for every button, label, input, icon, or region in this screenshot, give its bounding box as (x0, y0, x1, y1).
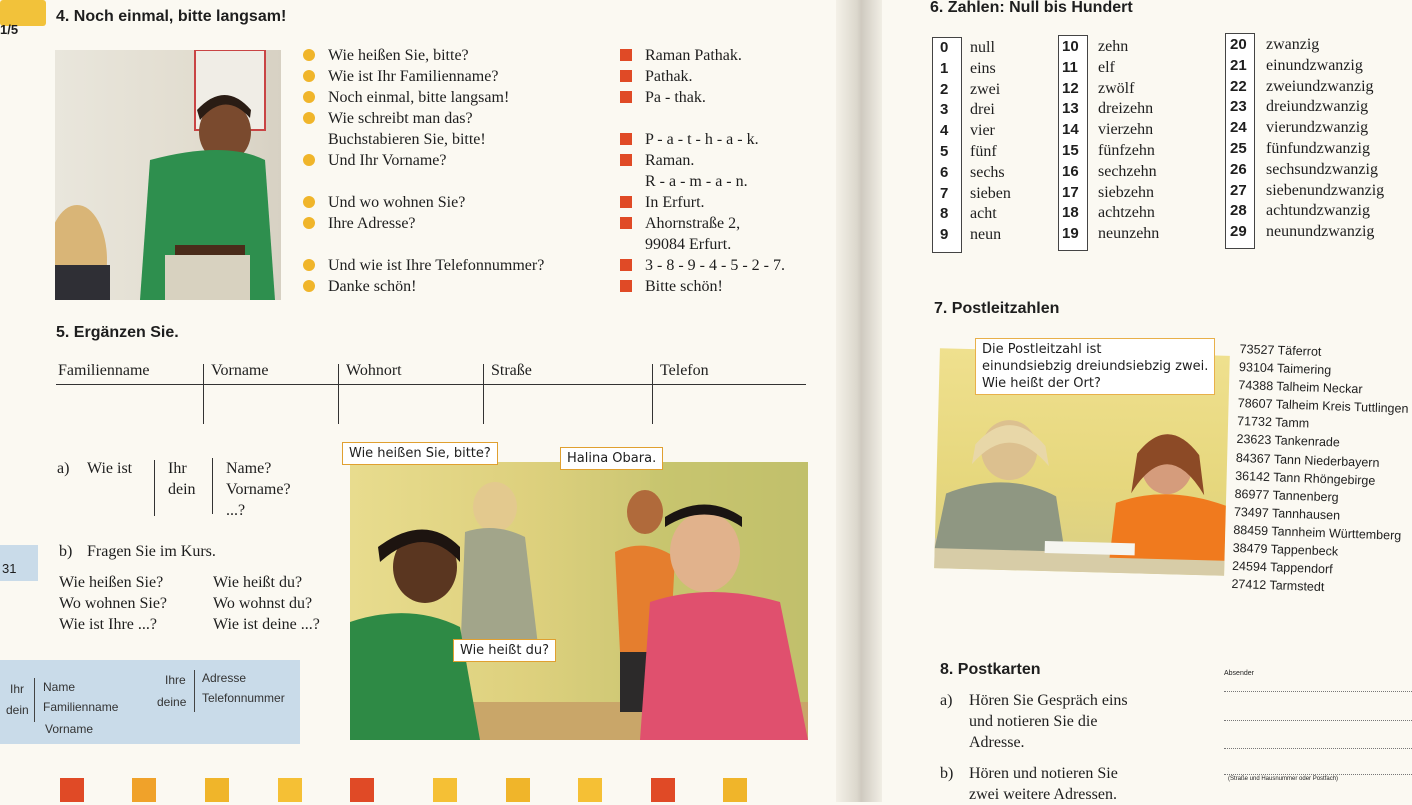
number: 4 (940, 122, 949, 140)
col-telefon: Telefon (660, 362, 709, 379)
ex8-b-line: Hören und notieren Sie (969, 765, 1118, 782)
bullet-square (620, 154, 632, 166)
ex6-title: 6. Zahlen: Null bis Hundert (930, 0, 1133, 16)
number: 14 (1062, 121, 1079, 139)
postcode-entry: 71732 Tamm (1236, 414, 1310, 431)
table-divider (483, 364, 484, 424)
postcode-entry: 84367 Tann Niederbayern (1235, 450, 1380, 470)
track-number: 1/5 (0, 22, 19, 37)
postcode-entry: 74388 Talheim Neckar (1238, 378, 1363, 397)
postcode-list (1231, 340, 1410, 599)
answer: P - a - t - h - a - k. (645, 131, 759, 148)
number: 26 (1230, 160, 1247, 178)
postcode-entry: 86977 Tannenberg (1234, 486, 1339, 505)
answer: In Erfurt. (645, 194, 705, 211)
question: Und Ihr Vorname? (328, 152, 447, 169)
number-word: zwanzig (1266, 36, 1320, 53)
ex8-b-label: b) (940, 765, 954, 782)
number-word: fünfundzwanzig (1266, 139, 1370, 157)
bubble-wie-heissen-sie: Wie heißen Sie, bitte? (342, 442, 498, 465)
a-divider (212, 458, 213, 514)
grammar-divider (34, 678, 35, 722)
b-informal: Wie ist deine ...? (213, 616, 320, 633)
number-word: drei (970, 101, 995, 119)
number-word: fünfzehn (1098, 141, 1155, 159)
postcard-line (1224, 748, 1412, 750)
question: Buchstabieren Sie, bitte! (328, 131, 486, 148)
number-word: sieben (970, 184, 1011, 202)
bullet-dot (303, 91, 315, 103)
numbers-col-0-9 (940, 38, 1011, 246)
number: 12 (1062, 79, 1079, 97)
number: 3 (940, 101, 949, 119)
bubble-halina-obara: Halina Obara. (560, 447, 663, 470)
postcode-entry: 73497 Tannhausen (1233, 504, 1341, 523)
number: 17 (1062, 183, 1079, 201)
bubble-line: Die Postleitzahl ist (982, 342, 1102, 357)
postcode-entry: 73527 Täferrot (1239, 341, 1322, 359)
numbers-col-10-19 (1062, 37, 1159, 245)
col-wohnort: Wohnort (346, 362, 402, 379)
number-word: vierundzwanzig (1266, 119, 1369, 137)
b-title: Fragen Sie im Kurs. (87, 543, 216, 560)
bullet-square (620, 196, 632, 208)
answer: 99084 Erfurt. (645, 236, 732, 253)
postcard-sender-label: Absender (1224, 670, 1254, 677)
grammar-box (0, 660, 300, 744)
numbers-col-20-29 (1230, 35, 1384, 243)
a-divider (154, 460, 155, 516)
a-ellipsis: ...? (226, 502, 246, 519)
postcard-form (1222, 670, 1412, 802)
bullet-dot (303, 196, 315, 208)
number-word: siebzehn (1098, 183, 1154, 201)
postcard-line (1224, 720, 1412, 722)
table-rule (56, 384, 806, 385)
photo-classroom-illustration (350, 462, 808, 740)
bullet-square (620, 280, 632, 292)
table-divider (338, 364, 339, 424)
b-informal: Wie heißt du? (213, 574, 303, 591)
number-word: acht (970, 205, 997, 223)
number-word: dreiundzwanzig (1266, 98, 1369, 116)
ex7-title: 7. Postleitzahlen (934, 300, 1060, 317)
number: 6 (940, 163, 949, 181)
postcard-line (1224, 774, 1412, 776)
question: Und wie ist Ihre Telefonnummer? (328, 257, 545, 274)
answer: Bitte schön! (645, 278, 723, 295)
number: 23 (1230, 98, 1247, 116)
question: Danke schön! (328, 278, 417, 295)
number: 16 (1062, 162, 1079, 180)
color-square (278, 778, 302, 802)
postcode-entry: 78607 Talheim Kreis Tuttlingen (1237, 396, 1409, 417)
question: Und wo wohnen Sie? (328, 194, 466, 211)
bullet-square (620, 91, 632, 103)
number-word: dreizehn (1098, 100, 1154, 118)
grammar-dein: dein (6, 703, 29, 717)
question: Ihre Adresse? (328, 215, 416, 232)
number: 9 (940, 226, 949, 244)
ex8-a-line: Hören Sie Gespräch eins (969, 692, 1128, 709)
col-vorname: Vorname (211, 362, 269, 379)
grammar-vorname: Vorname (45, 722, 94, 736)
ex8-tasks (940, 690, 1210, 802)
a-dein: dein (168, 481, 196, 498)
table-divider (652, 364, 653, 424)
b-label: b) (59, 543, 73, 560)
postcard-street-label: (Straße und Hausnummer oder Postfach) (1228, 776, 1339, 782)
grammar-name: Name (43, 680, 76, 694)
grammar-ihr: Ihr (10, 682, 25, 696)
number: 19 (1062, 225, 1079, 243)
number-word: vierzehn (1098, 121, 1154, 139)
postcode-entry: 24594 Tappendorf (1231, 558, 1333, 577)
answer: Pa - thak. (645, 89, 706, 106)
number-word: zwölf (1098, 79, 1135, 97)
ex8-b-line: zwei weitere Adressen. (969, 786, 1117, 803)
b-informal: Wo wohnst du? (213, 595, 313, 612)
answer: Ahornstraße 2, (645, 215, 741, 232)
color-square (60, 778, 84, 802)
grammar-deine: deine (157, 695, 187, 709)
number: 22 (1230, 77, 1247, 95)
postcode-entry: 27412 Tarmstedt (1231, 577, 1325, 595)
a-name: Name? (226, 460, 272, 477)
postcode-entry: 93104 Taimering (1238, 360, 1332, 378)
ex8-a-line: Adresse. (969, 734, 1025, 751)
ex5-title: 5. Ergänzen Sie. (56, 324, 179, 341)
number: 8 (940, 205, 949, 223)
bubble-postleitzahl (975, 338, 1215, 395)
answer: Pathak. (645, 68, 693, 85)
grammar-ihre: Ihre (165, 673, 186, 687)
bullet-square (620, 70, 632, 82)
grammar-telefonnummer: Telefonnummer (202, 691, 285, 705)
bullet-dot (303, 49, 315, 61)
ex4-title: 4. Noch einmal, bitte langsam! (56, 8, 287, 25)
photo-reception-illustration (55, 50, 281, 300)
number-word: einundzwanzig (1266, 56, 1363, 74)
number: 27 (1230, 181, 1247, 199)
postcode-entry: 23623 Tankenrade (1236, 432, 1341, 451)
number-word: vier (970, 122, 995, 140)
b-formal: Wie ist Ihre ...? (59, 616, 157, 633)
number-word: eins (970, 59, 996, 77)
bullet-dot (303, 280, 315, 292)
bullet-square (620, 49, 632, 61)
color-square (132, 778, 156, 802)
number: 1 (940, 59, 949, 77)
bullet-dot (303, 217, 315, 229)
bullet-dot (303, 259, 315, 271)
number-word: neunzehn (1098, 225, 1160, 243)
number: 21 (1230, 56, 1247, 74)
color-square (578, 778, 602, 802)
color-square (350, 778, 374, 802)
col-familienname: Familienname (58, 362, 150, 379)
b-formal: Wo wohnen Sie? (59, 595, 168, 612)
b-formal: Wie heißen Sie? (59, 574, 164, 591)
question: Wie schreibt man das? (328, 110, 473, 127)
number: 13 (1062, 100, 1079, 118)
bullet-dot (303, 112, 315, 124)
bubble-line: einundsiebzig dreiundsiebzig zwei. (982, 359, 1209, 374)
bullet-square (620, 133, 632, 145)
bubble-wie-heisst-du: Wie heißt du? (453, 639, 556, 662)
color-square (651, 778, 675, 802)
number: 7 (940, 184, 949, 202)
ex8-a-label: a) (940, 692, 953, 709)
side-marker-number: 31 (2, 561, 17, 576)
number-word: achtzehn (1098, 204, 1155, 222)
question: Noch einmal, bitte langsam! (328, 89, 510, 106)
question: Wie ist Ihr Familienname? (328, 68, 499, 85)
number-word: zweiundzwanzig (1266, 77, 1374, 95)
number: 2 (940, 80, 949, 98)
postcode-entry: 38479 Tappenbeck (1232, 540, 1339, 559)
number-word: fünf (970, 142, 997, 160)
number: 5 (940, 142, 949, 160)
color-square (506, 778, 530, 802)
color-square (723, 778, 747, 802)
postcard-line (1224, 691, 1412, 693)
number: 18 (1062, 204, 1079, 222)
number-word: null (970, 39, 995, 56)
postcode-entry: 88459 Tannheim Württemberg (1233, 522, 1402, 543)
grammar-familienname: Familienname (43, 700, 119, 714)
grammar-adresse: Adresse (202, 671, 247, 685)
number: 28 (1230, 202, 1247, 220)
number: 24 (1230, 119, 1247, 137)
col-strasse: Straße (491, 362, 532, 379)
grammar-divider (194, 670, 195, 712)
color-square (205, 778, 229, 802)
number-word: sechs (970, 163, 1005, 181)
ex8-title: 8. Postkarten (940, 661, 1041, 678)
answer: 3 - 8 - 9 - 4 - 5 - 2 - 7. (645, 257, 785, 274)
number-word: zwei (970, 80, 1001, 98)
answer: Raman Pathak. (645, 47, 742, 64)
table-divider (203, 364, 204, 424)
number-word: sechsundzwanzig (1266, 160, 1378, 178)
number: 25 (1230, 139, 1247, 157)
side-marker (0, 545, 38, 581)
number: 29 (1230, 223, 1247, 241)
number-word: zehn (1098, 38, 1129, 55)
number: 20 (1230, 36, 1247, 53)
a-label: a) (57, 460, 70, 477)
bullet-square (620, 259, 632, 271)
number-word: siebenundzwanzig (1266, 181, 1385, 199)
bubble-line: Wie heißt der Ort? (982, 376, 1101, 391)
photo-classroom (350, 462, 808, 740)
bullet-dot (303, 154, 315, 166)
bullet-dot (303, 70, 315, 82)
number: 0 (940, 39, 949, 56)
book-gutter (836, 0, 882, 802)
answer: Raman. (645, 152, 695, 169)
bullet-square (620, 217, 632, 229)
number-word: achtundzwanzig (1266, 202, 1370, 220)
question: Wie heißen Sie, bitte? (328, 47, 469, 64)
ex8-a-line: und notieren Sie die (969, 713, 1098, 730)
postcode-entry: 36142 Tann Rhöngebirge (1235, 468, 1376, 488)
number-word: sechzehn (1098, 162, 1157, 180)
number-word: elf (1098, 58, 1115, 76)
number-word: neunundzwanzig (1266, 223, 1375, 241)
color-square (433, 778, 457, 802)
a-wie-ist: Wie ist (87, 460, 133, 477)
number: 11 (1062, 58, 1078, 76)
number: 10 (1062, 38, 1079, 55)
a-vorname: Vorname? (226, 481, 291, 498)
number: 15 (1062, 141, 1079, 159)
a-ihr: Ihr (168, 460, 187, 477)
ex5-b (59, 541, 359, 641)
answer: R - a - m - a - n. (645, 173, 748, 190)
photo-reception (55, 50, 281, 300)
number-word: neun (970, 226, 1002, 244)
